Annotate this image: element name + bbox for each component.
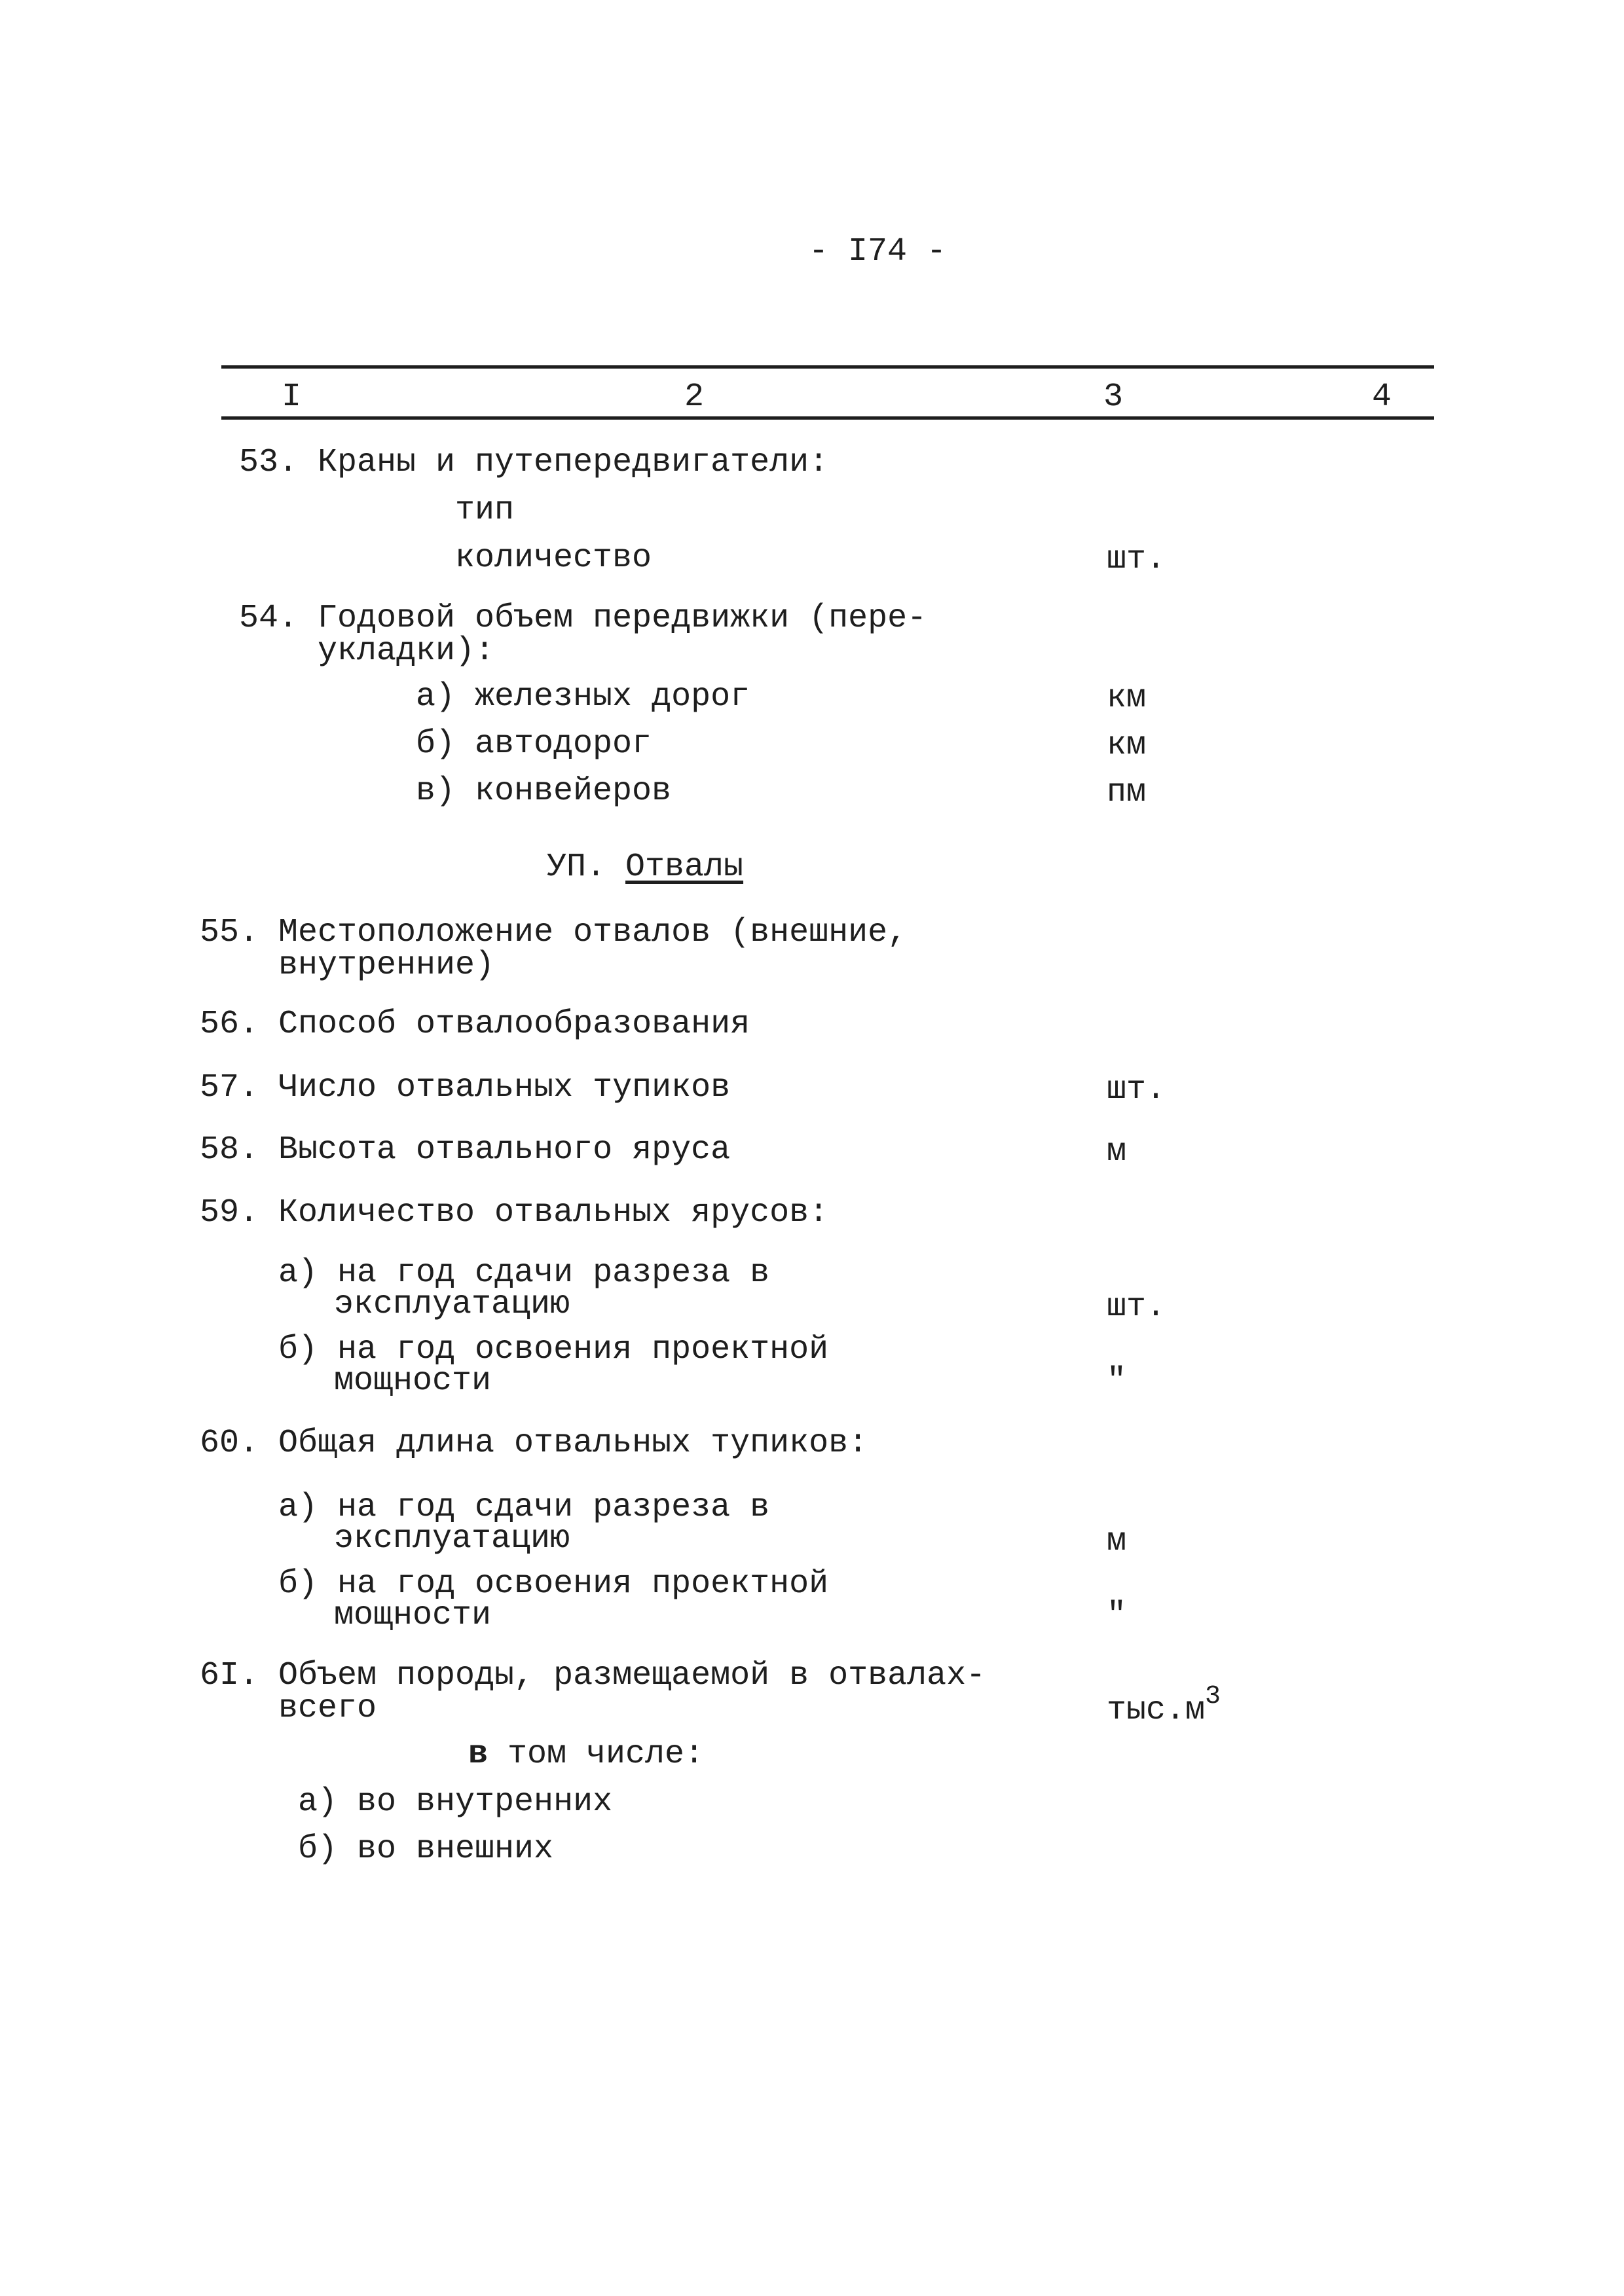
item-61-including-rest: том числе: [488, 1736, 705, 1773]
item-56-text: Способ отвалообразования [278, 1006, 750, 1043]
item-57-text: Число отвальных тупиков [278, 1069, 731, 1106]
item-53-sub-type: тип [455, 492, 515, 529]
item-54-sub-a-unit: км [1107, 680, 1147, 717]
column-header-3: 3 [1103, 378, 1124, 416]
item-61-number: 6I. [200, 1657, 259, 1694]
column-header-4: 4 [1372, 378, 1392, 416]
item-54-sub-b-unit: км [1107, 727, 1147, 764]
item-55-line2: внутренние) [278, 947, 495, 984]
item-58-unit: м [1107, 1133, 1127, 1171]
item-61-sub-a: а) во внутренних [298, 1783, 613, 1821]
item-54-line2: укладки): [318, 632, 495, 670]
item-60-sub-b-line2: мощности [334, 1597, 492, 1634]
item-59-sub-b-line1: б) на год освоения проектной [278, 1331, 829, 1368]
section-title: Отвалы [625, 848, 744, 886]
item-54-sub-b: б) автодорог [416, 725, 652, 763]
item-54-sub-a: а) железных дорог [416, 678, 750, 716]
table-top-rule [221, 365, 1434, 369]
item-61-including-prefix: в [468, 1736, 489, 1773]
item-59-sub-a-line2: эксплуатацию [334, 1286, 570, 1323]
item-54-sub-c: в) конвейеров [416, 773, 672, 810]
item-61-including [468, 1738, 704, 1771]
item-59-sub-b-line2: мощности [334, 1362, 492, 1400]
item-60-sub-a-line2: эксплуатацию [334, 1520, 570, 1558]
item-59-text: Количество отвальных ярусов: [278, 1194, 829, 1231]
item-60-sub-a-unit: м [1107, 1523, 1127, 1560]
item-58-number: 58. [200, 1131, 259, 1169]
table-header-rule [221, 416, 1434, 420]
page-number: - I74 - [809, 233, 947, 270]
item-59-sub-b-unit: " [1107, 1362, 1127, 1400]
item-61-sub-b: б) во внешних [298, 1831, 554, 1868]
item-55-line1: Местоположение отвалов (внешние, [278, 914, 908, 951]
item-61-unit [1107, 1682, 1221, 1729]
item-59-sub-a-line1: а) на год сдачи разреза в [278, 1254, 770, 1292]
item-59-sub-a-unit: шт. [1107, 1288, 1166, 1326]
item-53-sub-quantity: количество [455, 539, 652, 577]
item-61-unit-base: тыс.м [1107, 1692, 1206, 1729]
item-53-number: 53. [239, 444, 299, 481]
column-header-2: 2 [684, 378, 705, 416]
item-60-sub-a-line1: а) на год сдачи разреза в [278, 1489, 770, 1526]
item-58-text: Высота отвального яруса [278, 1131, 731, 1169]
item-55-number: 55. [200, 914, 259, 951]
item-54-sub-c-unit: пм [1107, 774, 1147, 811]
item-60-number: 60. [200, 1425, 259, 1462]
item-60-sub-b-unit: " [1107, 1597, 1127, 1634]
item-61-line2: всего [278, 1690, 377, 1727]
item-54-line1: Годовой объем передвижки (пере- [318, 600, 927, 637]
column-header-1: I [282, 378, 302, 416]
item-57-unit: шт. [1107, 1071, 1166, 1108]
item-56-number: 56. [200, 1006, 259, 1043]
item-59-number: 59. [200, 1194, 259, 1231]
item-61-unit-superscript: 3 [1205, 1682, 1221, 1711]
item-60-text: Общая длина отвальных тупиков: [278, 1425, 868, 1462]
section-prefix: УП. [547, 848, 606, 886]
item-53-text: Краны и путепередвигатели: [318, 444, 829, 481]
item-57-number: 57. [200, 1069, 259, 1106]
item-53-unit: шт. [1107, 541, 1166, 578]
section-heading [547, 848, 744, 886]
item-60-sub-b-line1: б) на год освоения проектной [278, 1565, 829, 1603]
item-61-line1: Объем породы, размещаемой в отвалах- [278, 1657, 986, 1694]
item-54-number: 54. [239, 600, 299, 637]
